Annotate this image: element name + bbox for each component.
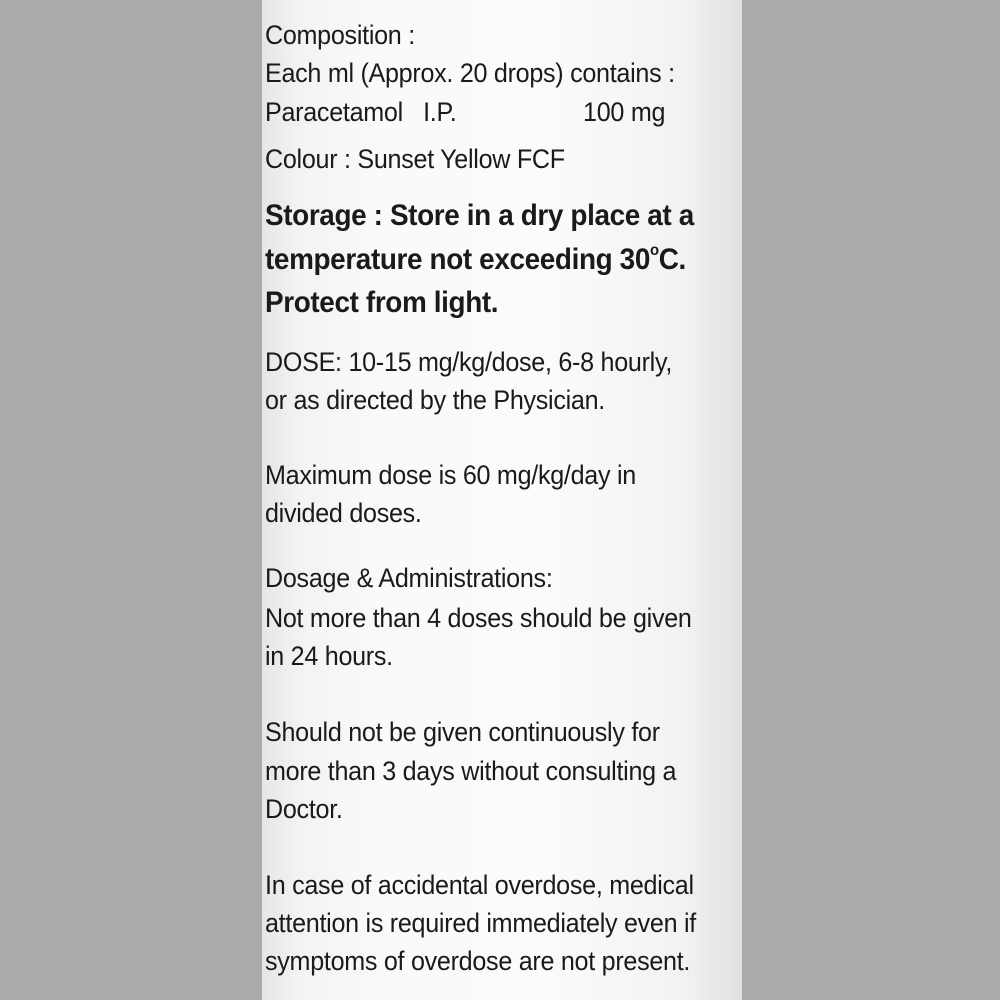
maximum-dose-line-1: Maximum dose is 60 mg/kg/day in: [265, 460, 636, 490]
storage-line-2-unit: C.: [658, 243, 686, 276]
storage-line-2-text: temperature not exceeding 30: [265, 243, 650, 276]
degree-symbol: o: [649, 242, 659, 259]
storage-line-1: Storage : Store in a dry place at a: [265, 199, 694, 232]
duration-warning-line-2: more than 3 days without consulting a: [265, 756, 677, 786]
dose-line-1: DOSE: 10-15 mg/kg/dose, 6-8 hourly,: [265, 347, 673, 377]
storage-line-3: Protect from light.: [265, 286, 499, 319]
dose-line-2: or as directed by the Physician.: [265, 385, 606, 415]
ingredient-name: Paracetamol: [265, 97, 403, 127]
administration-line-1: Not more than 4 doses should be given: [265, 603, 692, 633]
ingredient-quantity: 100 mg: [583, 97, 666, 127]
overdose-warning-line-2: attention is required immediately even if: [265, 908, 697, 938]
composition-heading: Composition :: [265, 20, 415, 50]
duration-warning-line-1: Should not be given continuously for: [265, 717, 660, 747]
ingredient-row: [265, 96, 665, 128]
duration-warning-line-3: Doctor.: [265, 794, 343, 824]
maximum-dose-line-2: divided doses.: [265, 498, 422, 528]
administration-heading: Dosage & Administrations:: [265, 563, 553, 593]
ingredient-standard: I.P.: [423, 97, 457, 127]
overdose-warning-line-3: symptoms of overdose are not present.: [265, 946, 691, 976]
administration-line-2: in 24 hours.: [265, 641, 393, 671]
storage-line-2: [265, 244, 686, 276]
overdose-warning-line-1: In case of accidental overdose, medical: [265, 870, 694, 900]
composition-basis: Each ml (Approx. 20 drops) contains :: [265, 58, 675, 88]
colour-line: Colour : Sunset Yellow FCF: [265, 144, 565, 174]
